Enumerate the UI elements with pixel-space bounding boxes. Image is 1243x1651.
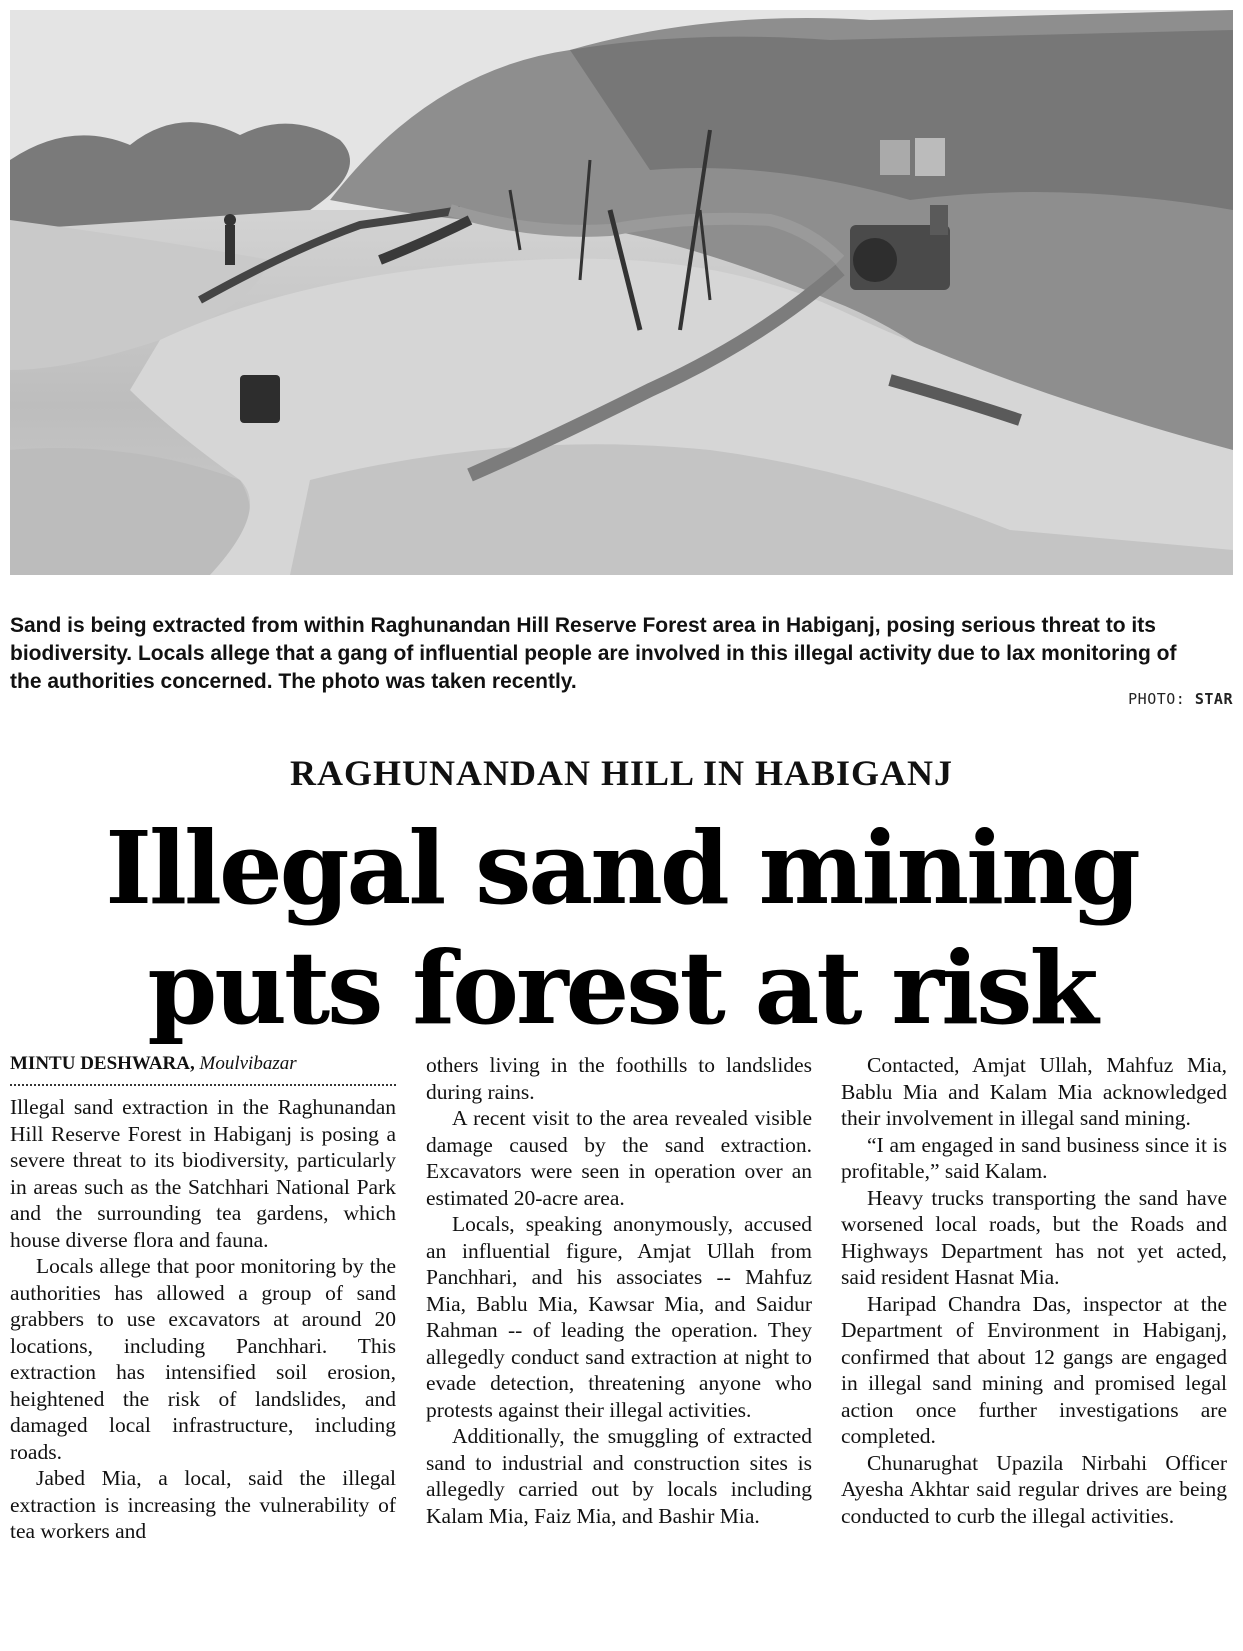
photo-credit-source: STAR — [1194, 690, 1233, 708]
byline — [10, 1052, 396, 1086]
article-paragraph: Contacted, Amjat Ullah, Mahfuz Mia, Bablu Mia and Kalam Mia acknowledged their involvement in illegal sand mining. — [841, 1053, 1227, 1130]
article-paragraph: Locals allege that poor monitoring by the authorities has allowed a group of sand grabbers to use excavators at around 20 locations, including Panchhari. This extraction has intensified soil erosion, heightened the risk of landslides, and damaged local infrastructure, including roads. — [10, 1254, 396, 1464]
article-body — [10, 1052, 1233, 1647]
article-paragraph: “I am engaged in sand business since it is profitable,” said Kalam. — [841, 1132, 1227, 1183]
article-photo — [10, 10, 1233, 575]
byline-location: Moulvibazar — [199, 1053, 297, 1074]
article-column-1 — [10, 1052, 396, 1545]
article-column-2 — [426, 1052, 812, 1529]
article-paragraph: Chunarughat Upazila Nirbahi Officer Ayesha Akhtar said regular drives are being conducted to curb the illegal activities. — [841, 1450, 1227, 1528]
article-paragraph: Locals, speaking anonymously, accused an influential figure, Amjat Ullah from Panchhari, and his associates -- Mahfuz Mia, Bablu Mia, Kawsar Mia, and Saidur Rahman -- of leading the operation. They allegedly conduct sand extraction at night to evade detection, threatening anyone who protests against their illegal activities. — [426, 1212, 812, 1422]
article-paragraph: Additionally, the smuggling of extracted sand to industrial and construction sites is allegedly carried out by locals including Kalam Mia, Faiz Mia, and Bashir Mia. — [426, 1424, 812, 1528]
article-kicker: RAGHUNANDAN HILL IN HABIGANJ — [289, 753, 954, 793]
byline-author: MINTU DESHWARA, — [10, 1053, 195, 1074]
article-paragraph: Heavy trucks transporting the sand have worsened local roads, but the Roads and Highways Department has not yet acted, said resident Hasnat Mia. — [841, 1185, 1227, 1289]
headline-line-2: puts forest at risk — [147, 929, 1096, 1047]
headline-line-1: Illegal sand mining — [105, 809, 1138, 927]
article-paragraph: Illegal sand extraction in the Raghunandan Hill Reserve Forest in Habiganj is posing a severe threat to its biodiversity, particularly in areas such as the Satchhari National Park and the surrounding tea gardens, which house diverse flora and fauna. — [10, 1095, 396, 1252]
article-paragraph: Haripad Chandra Das, inspector at the Department of Environment in Habiganj, confirmed that about 12 gangs are engaged in illegal sand mining and promised legal action once further investigations are completed. — [841, 1291, 1227, 1448]
sand-mining-scene — [10, 10, 1233, 575]
photo-credit — [1128, 690, 1233, 708]
photo-caption: Sand is being extracted from within Raghunandan Hill Reserve Forest area in Habiganj, posing serious threat to its biodiversity. Locals allege that a gang of influential people are involved in this illegal activity due to lax monitoring of the authorities concerned. The photo was taken recently. — [10, 614, 1177, 693]
article-paragraph: others living in the foothills to landslides during rains. — [426, 1053, 812, 1104]
photo-credit-label: PHOTO: — [1128, 690, 1186, 708]
article-headline — [0, 808, 1243, 1048]
article-column-3 — [841, 1052, 1227, 1529]
article-paragraph: Jabed Mia, a local, said the illegal extraction is increasing the vulnerability of tea workers and — [10, 1466, 396, 1543]
article-paragraph: A recent visit to the area revealed visible damage caused by the sand extraction. Excavators were seen in operation over an estimated 20-acre area. — [426, 1106, 812, 1210]
